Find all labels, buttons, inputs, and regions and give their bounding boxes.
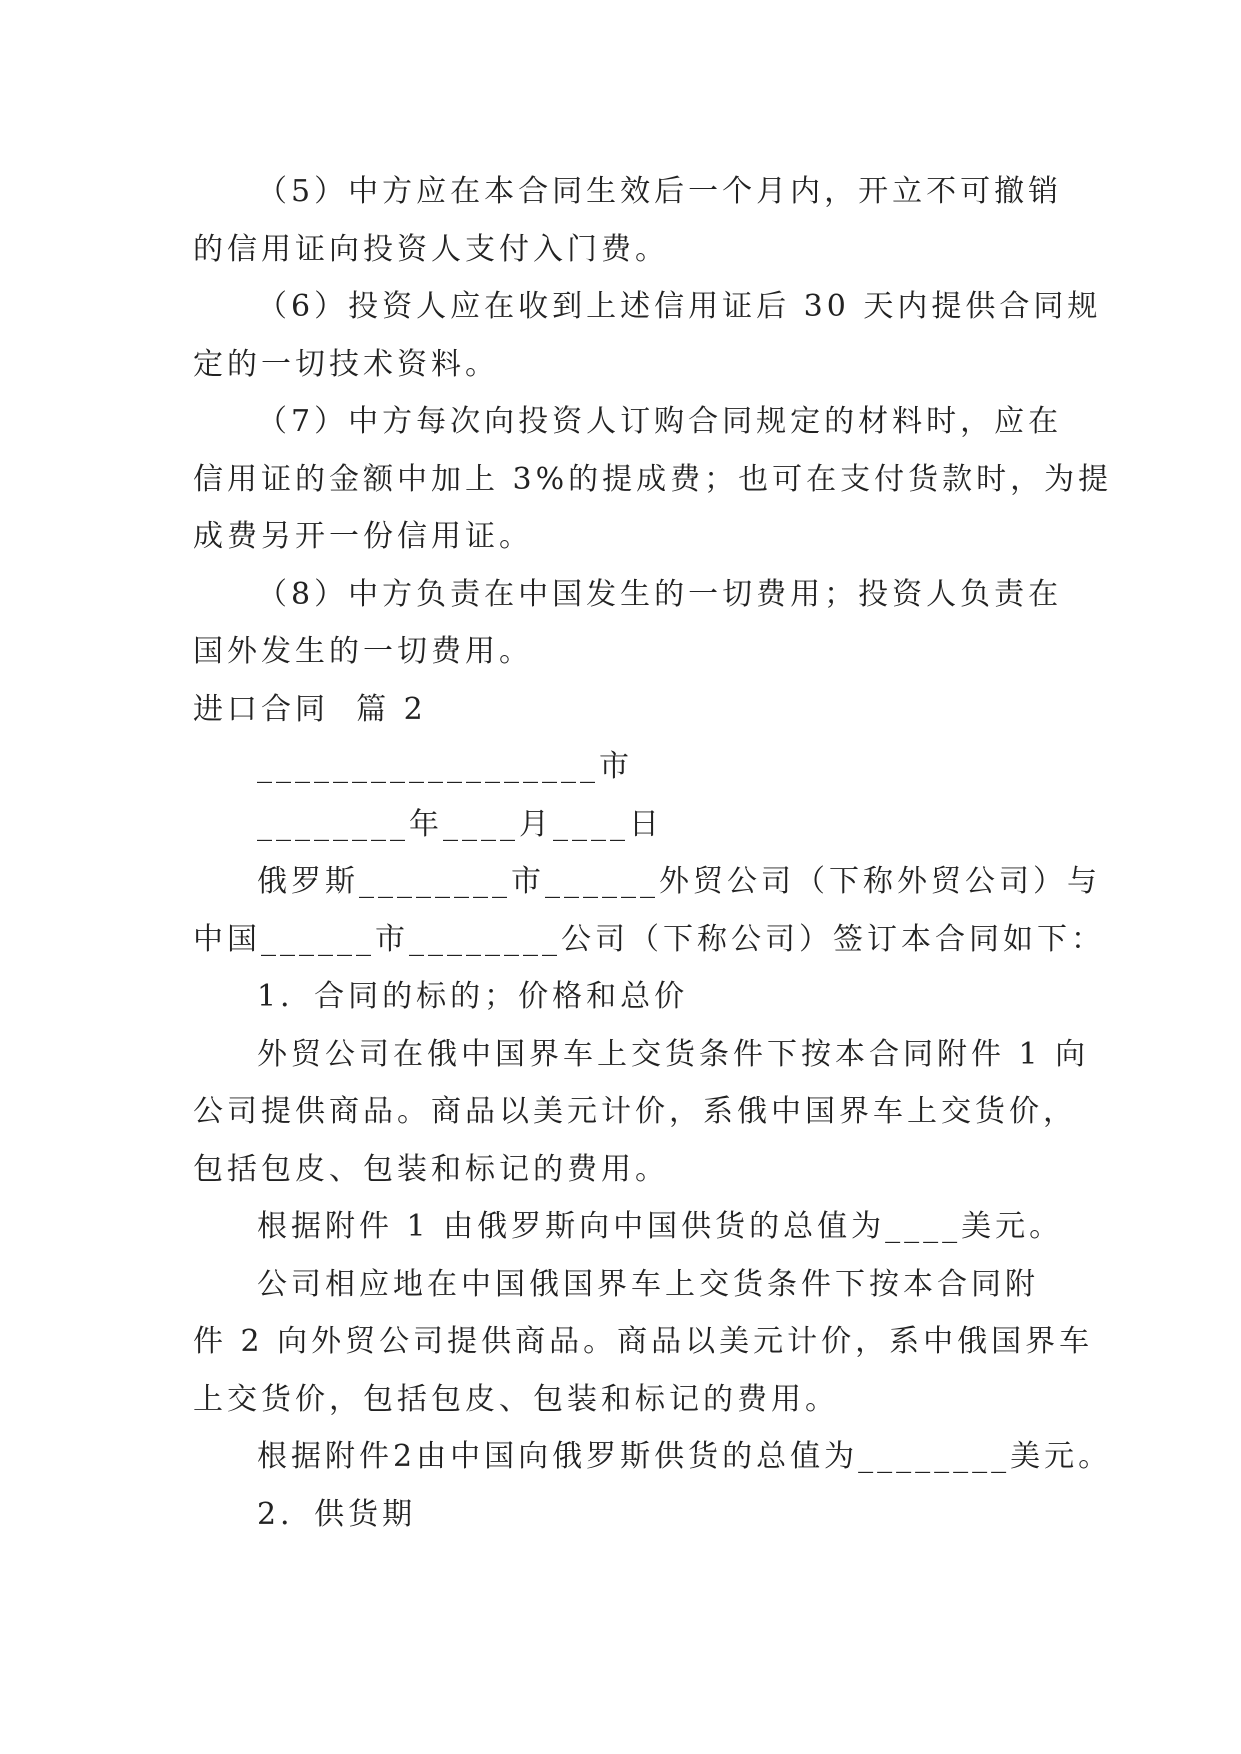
paragraph-p7 xyxy=(193,393,1113,566)
paragraph-s1d xyxy=(193,1428,1113,1486)
paragraph-s1a xyxy=(193,1026,1090,1199)
text-line: 包括包皮、包装和标记的费用。 xyxy=(193,1151,669,1187)
paragraph-s1b xyxy=(193,1198,1063,1256)
text-line: （6）投资人应在收到上述信用证后 30 天内提供合同规 xyxy=(257,289,1102,324)
text-line: （8）中方负责在中国发生的一切费用；投资人负责在 xyxy=(257,576,1063,612)
text-line: 国外发生的一切费用。 xyxy=(193,634,533,669)
paragraph-p6 xyxy=(193,278,1102,393)
document-body xyxy=(193,163,1113,1543)
text-line: 公司相应地在中国俄国界车上交货条件下按本合同附 xyxy=(257,1266,1039,1302)
section-heading xyxy=(193,681,1063,739)
paragraph-city xyxy=(193,738,1063,796)
text-line: 俄罗斯________市______外贸公司（下称外贸公司）与 xyxy=(257,864,1101,899)
paragraph-s2 xyxy=(193,1486,1063,1544)
text-line: 根据附件 1 由俄罗斯向中国供货的总值为____美元。 xyxy=(257,1209,1064,1244)
paragraph-date xyxy=(193,796,1063,854)
text-line: 中国______市________公司（下称公司）签订本合同如下： xyxy=(193,921,1105,957)
text-line: 进口合同 篇 2 xyxy=(193,691,427,727)
text-line: 根据附件2由中国向俄罗斯供货的总值为________美元。 xyxy=(257,1439,1113,1474)
paragraph-p8 xyxy=(193,566,1063,681)
text-line: 2．供货期 xyxy=(257,1496,417,1532)
paragraph-parties xyxy=(193,853,1105,968)
text-line: （5）中方应在本合同生效后一个月内，开立不可撤销 xyxy=(257,174,1063,209)
text-line: 信用证的金额中加上 3%的提成费；也可在支付货款时，为提 xyxy=(193,461,1113,497)
text-line: 的信用证向投资人支付入门费。 xyxy=(193,231,669,267)
text-line: 公司提供商品。商品以美元计价，系俄中国界车上交货价， xyxy=(193,1094,1077,1129)
text-line: 1．合同的标的；价格和总价 xyxy=(257,979,689,1014)
text-line: 外贸公司在俄中国界车上交货条件下按本合同附件 1 向 xyxy=(257,1036,1090,1072)
text-line: 定的一切技术资料。 xyxy=(193,346,499,382)
text-line: __________________市 xyxy=(257,749,633,784)
text-line: 成费另开一份信用证。 xyxy=(193,519,533,554)
paragraph-s1 xyxy=(193,968,1063,1026)
text-line: ________年____月____日 xyxy=(257,806,663,842)
text-line: 上交货价，包括包皮、包装和标记的费用。 xyxy=(193,1381,839,1417)
text-line: 件 2 向外贸公司提供商品。商品以美元计价，系中俄国界车 xyxy=(193,1324,1094,1359)
paragraph-s1c xyxy=(193,1256,1094,1429)
text-line: （7）中方每次向投资人订购合同规定的材料时，应在 xyxy=(257,404,1063,439)
paragraph-p5 xyxy=(193,163,1063,278)
